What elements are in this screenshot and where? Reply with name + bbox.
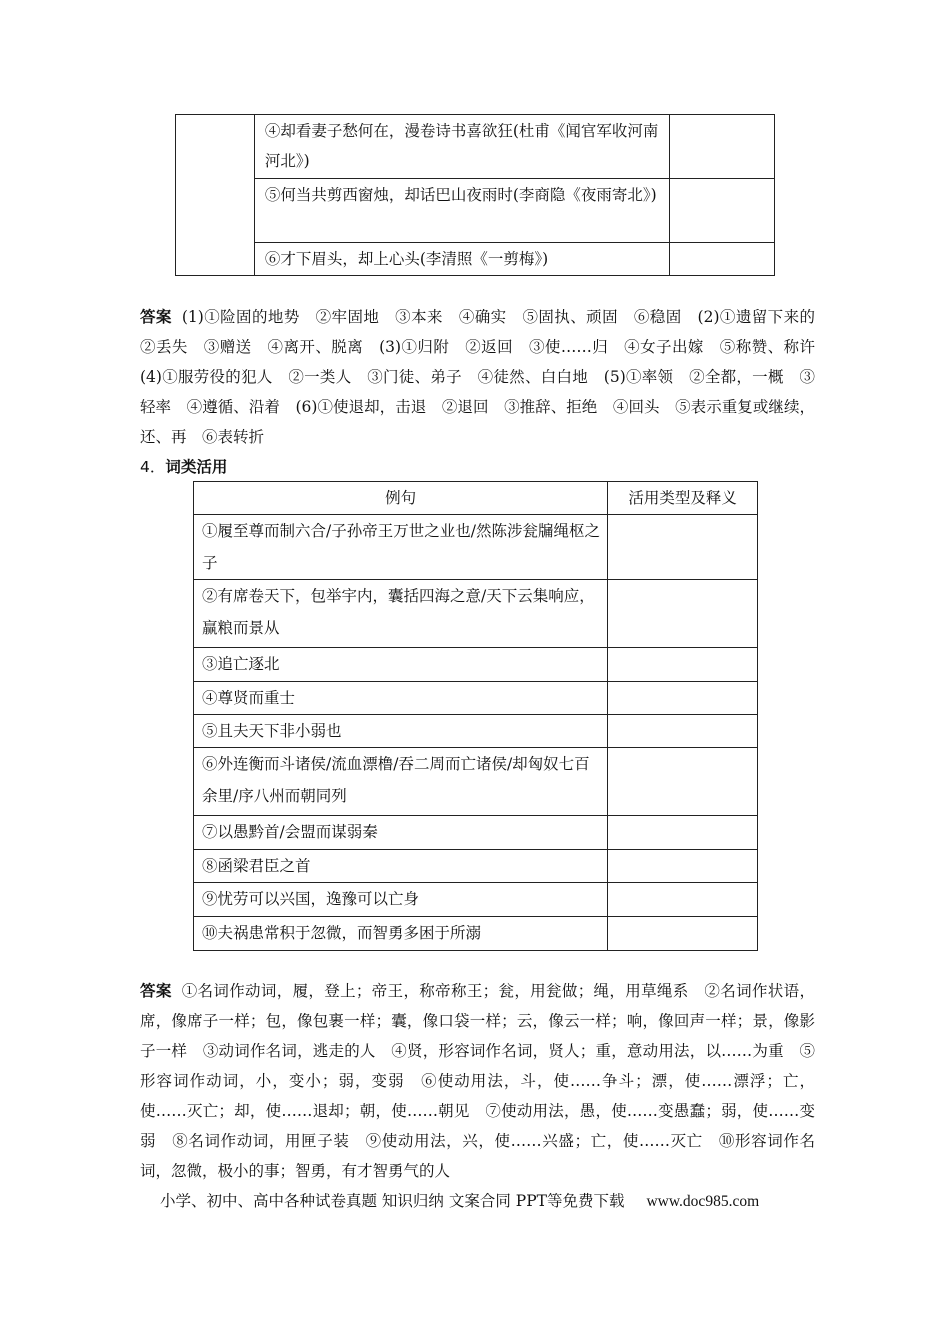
footer-link[interactable]: www.doc985.com — [646, 1193, 760, 1210]
table-row — [194, 715, 758, 748]
table-cell-answer — [608, 715, 758, 748]
answer-text: ①名词作动词，履，登上；帝王，称帝称王；瓮，用瓮做；绳，用草绳系 ②名词作状语，席，像席子一样；包，像包裹一样；囊，像口袋一样；云，像云一样；响，像回声一样；景，像影子一样 ③动词作名词，逃走的人 ④贤，形容词作名词，贤人；重，意动用法，以……为重 ⑤形容词作动词，小，变小；弱，变弱 ⑥使动用法，斗，使……争斗；漂，使……漂浮；亡，使……灭亡；却，使……退却；朝，使……朝见 ⑦使动用法，愚，使……变愚蠢；弱，使……变弱 ⑧名词作动词，用匣子装 ⑨使动用法，兴，使……兴盛；亡，使……灭亡 ⑩形容词作名词，忽微，极小的事；智勇，有才智勇气的人 — [140, 982, 815, 1180]
footer-text: 小学、初中、高中各种试卷真题 知识归纳 文案合同 PPT等免费下载 — [160, 1192, 625, 1210]
section-title: 词类活用 — [165, 458, 228, 476]
table-cell-answer — [608, 580, 758, 648]
table-cell-example: ⑨忧劳可以兴国，逸豫可以亡身 — [194, 883, 608, 917]
column-header-answer: 活用类型及释义 — [608, 482, 758, 515]
answer-label: 答案 — [140, 308, 172, 326]
table-cell-example: ④尊贤而重士 — [194, 682, 608, 715]
table-cell-example: ③追亡逐北 — [194, 648, 608, 682]
table-row — [194, 682, 758, 715]
table-cell-example: ⑧函梁君臣之首 — [194, 850, 608, 883]
table-row — [194, 850, 758, 883]
table-cell-answer — [670, 115, 775, 179]
answer-block-2 — [140, 976, 815, 1186]
answer-label: 答案 — [140, 982, 172, 1000]
table-cell-example: ②有席卷天下，包举宇内，囊括四海之意/天下云集响应，赢粮而景从 — [194, 580, 608, 648]
table-row — [176, 115, 775, 179]
table-row — [194, 917, 758, 951]
table-cell-example: ⑦以愚黔首/会盟而谋弱秦 — [194, 816, 608, 850]
section-heading — [140, 455, 227, 479]
answer-block-1 — [140, 302, 831, 452]
page-footer — [160, 1188, 759, 1215]
table-row — [194, 748, 758, 816]
table-cell-answer — [608, 748, 758, 816]
answer-text: (1)①险固的地势 ②牢固地 ③本来 ④确实 ⑤固执、顽固 ⑥稳固 (2)①遗留下来的 ②丢失 ③赠送 ④离开、脱离 (3)①归附 ②返回 ③使……归 ④女子出嫁 ⑤称赞、称许 (4)①服劳役的犯人 ②一类人 ③门徒、弟子 ④徒然、白白地 (5)①率领 ②全都，一概 ③轻率 ④遵循、沿着 (6)①使退却，击退 ②退回 ③推辞、拒绝 ④回头 ⑤表示重复或继续，还、再 ⑥表转折 — [140, 308, 831, 446]
table-cell-answer — [608, 883, 758, 917]
table-cell-example: ⑤何当共剪西窗烛，却话巴山夜雨时(李商隐《夜雨寄北》) — [254, 179, 669, 243]
table-cell-example: ⑥外连衡而斗诸侯/流血漂橹/吞二周而亡诸侯/却匈奴七百余里/序八州而朝同列 — [194, 748, 608, 816]
table-cell-answer — [608, 515, 758, 580]
table-cell-answer — [608, 648, 758, 682]
table-row — [194, 883, 758, 917]
table-cell-answer — [608, 850, 758, 883]
table-cell-answer — [608, 917, 758, 951]
table-row — [176, 179, 775, 243]
table-cell-answer — [670, 243, 775, 276]
table-cell-example: ④却看妻子愁何在，漫卷诗书喜欲狂(杜甫《闻官军收河南河北》) — [254, 115, 669, 179]
table-cell-example: ⑥才下眉头，却上心头(李清照《一剪梅》) — [254, 243, 669, 276]
table-row — [194, 515, 758, 580]
table-cell-answer — [608, 816, 758, 850]
word-usage-table — [193, 481, 758, 951]
table-cell-example: ⑩夫祸患常积于忽微，而智勇多困于所溺 — [194, 917, 608, 951]
vocab-table-continued — [175, 114, 775, 276]
table-row — [194, 580, 758, 648]
table-row — [194, 816, 758, 850]
table-cell-example: ⑤且夫天下非小弱也 — [194, 715, 608, 748]
column-header-example: 例句 — [194, 482, 608, 515]
table-cell-example: ①履至尊而制六合/子孙帝王万世之业也/然陈涉瓮牖绳枢之子 — [194, 515, 608, 580]
table-row — [176, 243, 775, 276]
table-cell-answer — [608, 682, 758, 715]
table-cell-answer — [670, 179, 775, 243]
section-number: 4． — [140, 458, 166, 476]
table-cell-blank — [176, 115, 255, 276]
table-header-row — [194, 482, 758, 515]
table-row — [194, 648, 758, 682]
